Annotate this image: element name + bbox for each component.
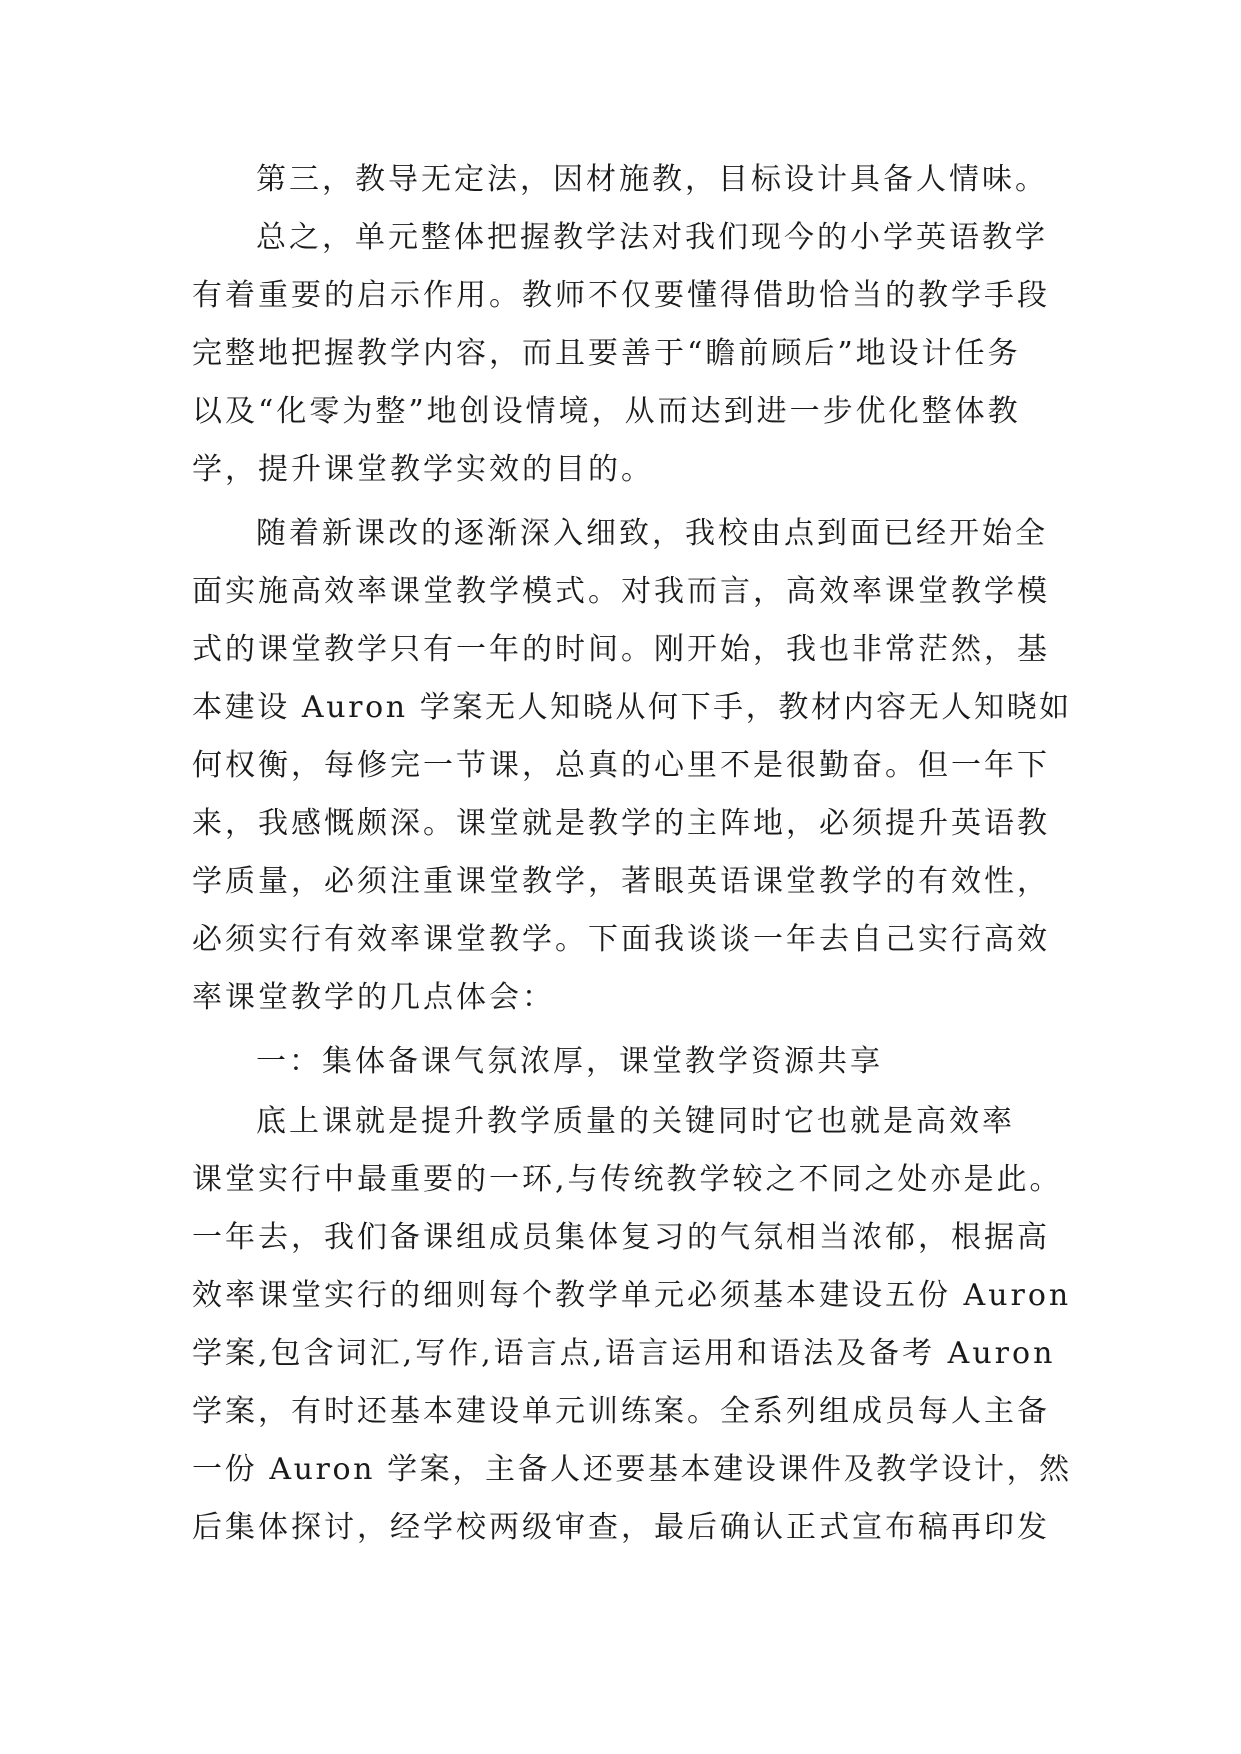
paragraph-line-20: 效率课堂实行的细则每个教学单元必须基本建设五份 Auron: [192, 1278, 1072, 1313]
paragraph-line-15: 率课堂教学的几点体会：: [192, 980, 555, 1015]
paragraph-line-11: 何权衡，每修完一节课，总真的心里不是很勤奋。但一年下: [192, 748, 1050, 783]
paragraph-line-24: 后集体探讨，经学校两级审查，最后确认正式宣布稿再印发: [192, 1510, 1050, 1545]
paragraph-line-22: 学案，有时还基本建设单元训练案。全系列组成员每人主备: [192, 1394, 1050, 1429]
paragraph-line-18: 课堂实行中最重要的一环,与传统教学较之不同之处亦是此。: [192, 1162, 1063, 1197]
paragraph-line-10: 本建设 Auron 学案无人知晓从何下手，教材内容无人知晓如: [192, 690, 1072, 725]
paragraph-line-14: 必须实行有效率课堂教学。下面我谈谈一年去自己实行高效: [192, 922, 1050, 957]
paragraph-line-19: 一年去，我们备课组成员集体复习的气氛相当浓郁，根据高: [192, 1220, 1050, 1255]
paragraph-line-1: 第三，教导无定法，因材施教，目标设计具备人情味。: [256, 162, 1048, 197]
paragraph-line-13: 学质量，必须注重课堂教学，著眼英语课堂教学的有效性，: [192, 864, 1050, 899]
paragraph-line-9: 式的课堂教学只有一年的时间。刚开始，我也非常茫然，基: [192, 632, 1050, 667]
paragraph-line-2: 总之，单元整体把握教学法对我们现今的小学英语教学: [256, 220, 1048, 255]
paragraph-line-5: 以及“化零为整”地创设情境，从而达到进一步优化整体教: [192, 394, 1021, 429]
paragraph-line-4: 完整地把握教学内容，而且要善于“瞻前顾后”地设计任务: [192, 336, 1021, 371]
paragraph-line-17: 底上课就是提升教学质量的关键同时它也就是高效率: [256, 1104, 1015, 1139]
paragraph-line-6: 学，提升课堂教学实效的目的。: [192, 452, 654, 487]
paragraph-line-3: 有着重要的启示作用。教师不仅要懂得借助恰当的教学手段: [192, 278, 1050, 313]
paragraph-line-8: 面实施高效率课堂教学模式。对我而言，高效率课堂教学模: [192, 574, 1050, 609]
paragraph-line-12: 来，我感慨颇深。课堂就是教学的主阵地，必须提升英语教: [192, 806, 1050, 841]
section-heading: 一：集体备课气氛浓厚，课堂教学资源共享: [256, 1044, 883, 1079]
paragraph-line-21: 学案,包含词汇,写作,语言点,语言运用和语法及备考 Auron: [192, 1336, 1056, 1371]
paragraph-line-7: 随着新课改的逐渐深入细致，我校由点到面已经开始全: [256, 516, 1048, 551]
paragraph-line-23: 一份 Auron 学案，主备人还要基本建设课件及教学设计，然: [192, 1452, 1072, 1487]
